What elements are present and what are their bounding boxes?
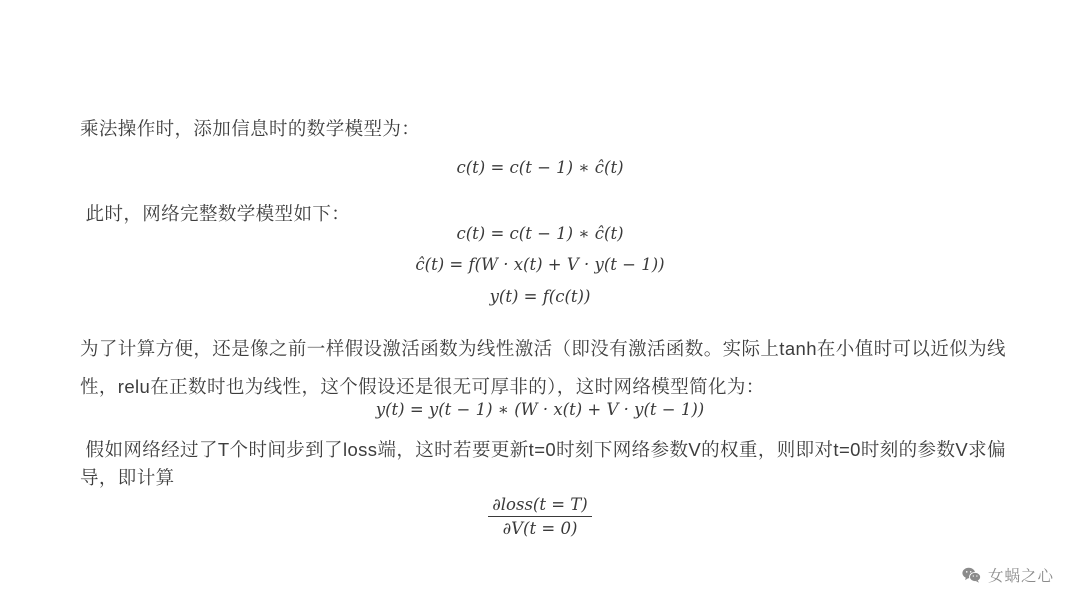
formula-1: c(t) = c(t − 1) ∗ ĉ(t) <box>456 158 624 177</box>
formula-4: y(t) = f(c(t)) <box>489 287 591 306</box>
wechat-icon <box>962 567 981 583</box>
watermark <box>962 564 1054 586</box>
formula-3: ĉ(t) = f(W · x(t) + V · y(t − 1)) <box>415 255 665 274</box>
paragraph-2: 此时，网络完整数学模型如下： <box>80 203 351 224</box>
paragraph-4: 假如网络经过了T个时间步到了loss端，这时若要更新t=0时刻下网络参数V的权重，则即对t=0时刻的参数V求偏导，即计算 <box>80 439 1006 488</box>
fraction-numerator: ∂loss(t = T) <box>488 495 592 517</box>
watermark-label: 女蜗之心 <box>987 568 1054 585</box>
paragraph-3: 为了计算方便，还是像之前一样假设激活函数为线性激活（即没有激活函数。实际上tanh在小值时可以近似为线性，relu在正数时也为线性，这个假设还是很无可厚非的），这时网络模型简化为： <box>80 338 1006 397</box>
formula-5: y(t) = y(t − 1) ∗ (W · x(t) + V · y(t − 1)) <box>375 400 705 419</box>
fraction-denominator: ∂V(t = 0) <box>502 519 578 538</box>
formula-2: c(t) = c(t − 1) ∗ ĉ(t) <box>456 224 624 243</box>
paragraph-1: 乘法操作时，添加信息时的数学模型为： <box>80 118 421 139</box>
fraction-formula <box>0 495 1080 538</box>
